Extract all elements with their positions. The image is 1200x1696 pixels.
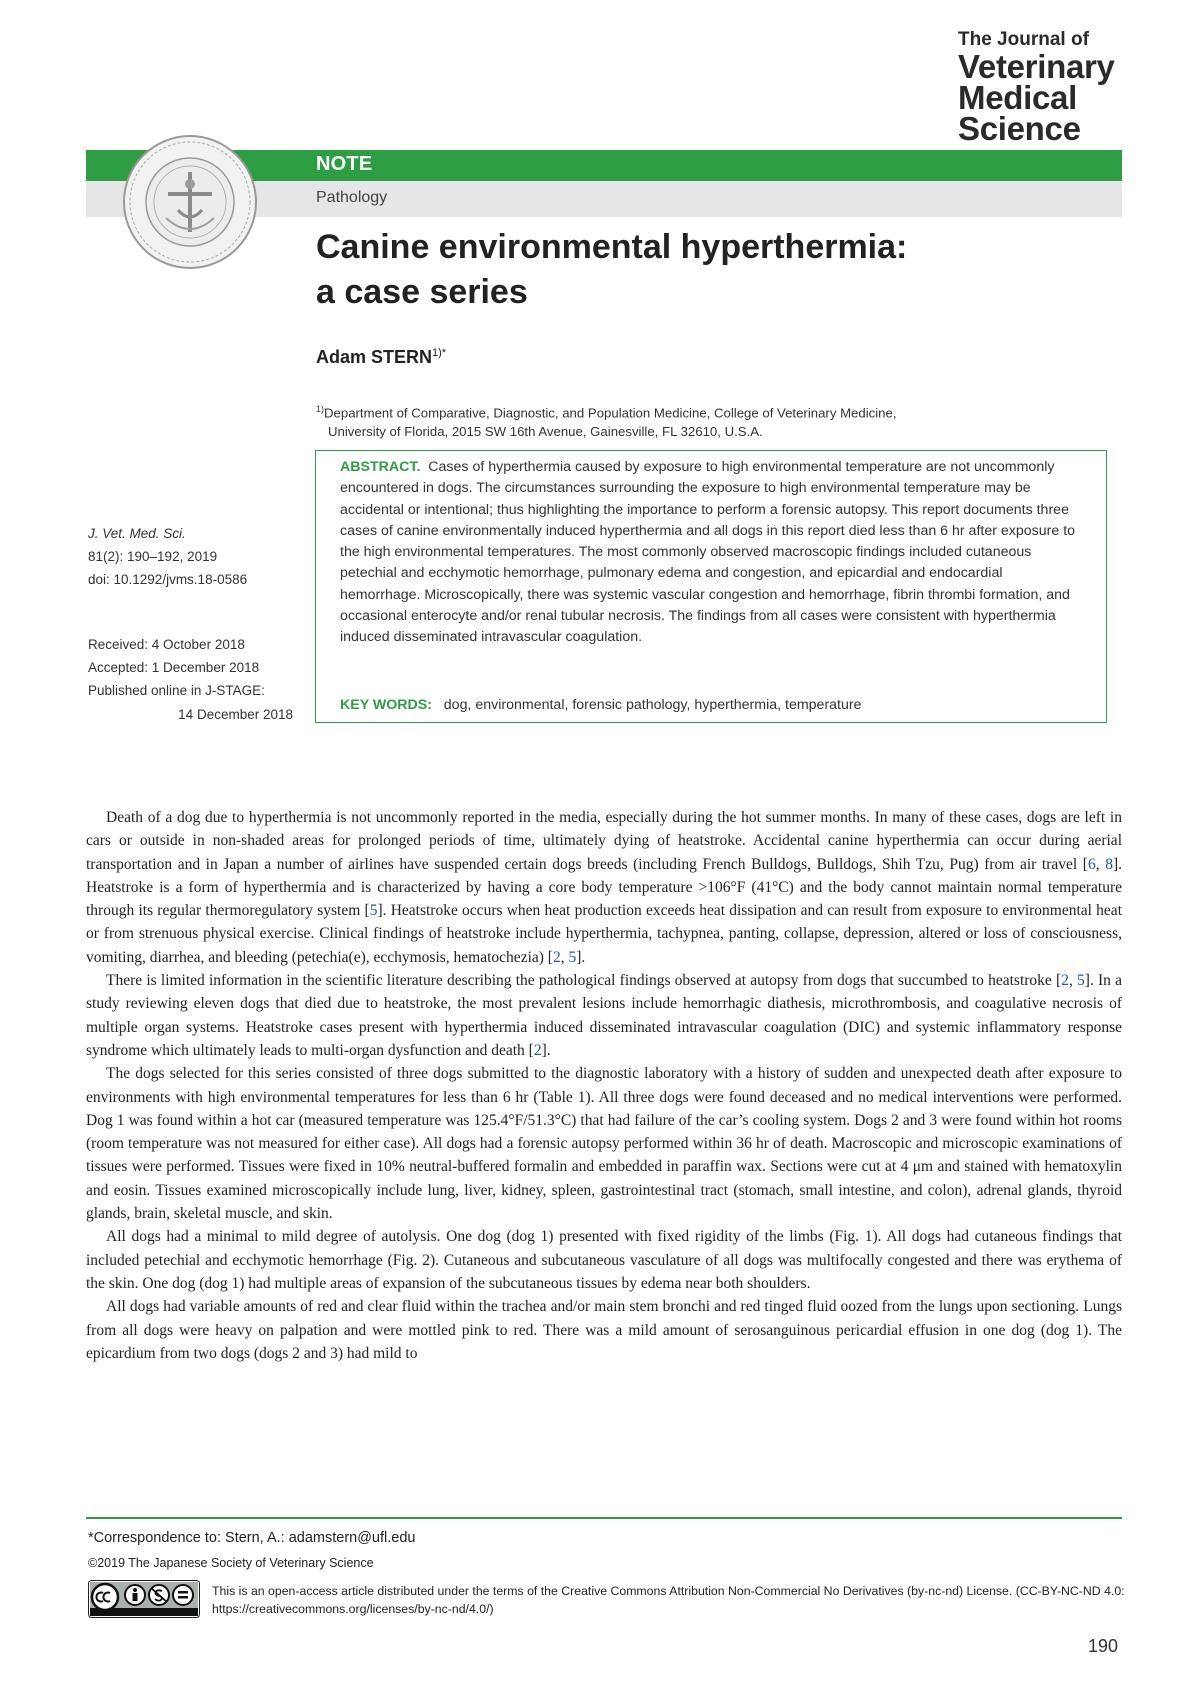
affiliation-superscript: 1) (316, 404, 325, 414)
body-paragraph-3: The dogs selected for this series consisted of three dogs submitted to the diagnostic laboratory with a history of sudden and unexpected death after exposure to environments with high environmental temperatures for less than 6 hr (Table 1). All three dogs were found deceased and no medical interventions were performed. Dog 1 was found within a hot car (measured temperature was 125.4°F/51.3°C) that had failure of the car’s cooling system. Dogs 2 and 3 were found within hot rooms (room temperature was not measured for either case). All dogs had a forensic autopsy performed within 36 hr of death. Macroscopic and microscopic examinations of tissues were performed. Tissues were fixed in 10% neutral-buffered formalin and embedded in paraffin wax. Sections were cut at 4 μm and stained with hematoxylin and eosin. Tissues examined microscopically include lung, liver, kidney, spleen, gastrointestinal tract (stomach, small intestine, and colon), adrenal glands, thyroid glands, brain, skeletal muscle, and skin. (86, 1065, 1122, 1223)
received-date: Received: 4 October 2018 (88, 637, 245, 652)
body-text-run: Death of a dog due to hyperthermia is not uncommonly reported in the media, especially during the hot summer months. In many of these cases, dogs are left in cars or outside in non-shaded areas for prolonged periods of time, ultimately dying of heatstroke. Accidental canine hyperthermia can occur during aerial transportation and in Japan a number of airlines have suspended certain dogs breeds (including French Bulldogs, Bulldogs, Shih Tzu, Pug) from air travel [ (86, 809, 1122, 873)
doi[interactable]: doi: 10.1292/jvms.18-0586 (88, 572, 248, 587)
body-paragraph-1: Death of a dog due to hyperthermia is not uncommonly reported in the media, especially during the hot summer months. In many of these cases, dogs are left in cars or outside in non-shaded areas for prolonged periods of time, ultimately dying of heatstroke. Accidental canine hyperthermia can occur during aerial transportation and in Japan a number of airlines have suspended certain dogs breeds (including French Bulldogs, Bulldogs, Shih Tzu, Pug) from air travel [6, 8]. Heatstroke is a form of hyperthermia and is characterized by having a core body temperature >106°F (41°C) and the body cannot maintain normal temperature through its regular thermoregulatory system [5]. Heatstroke occurs when heat production exceeds heat dissipation and can result from exposure to environmental heat or from strenuous physical exercise. Clinical findings of heatstroke include hyperthermia, tachypnea, panting, collapse, depression, altered or loss of consciousness, vomiting, diarrhea, and bleeding (petechia(e), ecchymosis, hematochezia) [2, 5]. (86, 809, 1122, 966)
reference-link[interactable]: 5 (1077, 972, 1085, 990)
affiliation (316, 400, 1076, 441)
abstract-paragraph (340, 457, 1076, 649)
reference-link[interactable]: 2 (552, 948, 561, 966)
author-name: Adam STERN (316, 347, 433, 367)
body-text-run: ]. (576, 948, 586, 966)
published-date: 14 December 2018 (178, 706, 293, 722)
keywords-label: KEY WORDS: (340, 697, 432, 713)
body-text-run: ]. In a study reviewing eleven dogs that died due to heatstroke, the most prevalent lesions include hemorrhagic diathesis, microthrombosis, and coagulative necrosis of multiple organ systems. Heatstroke cases present with hyperthermia induced disseminated intravascular coagulation (DIC) and systemic inflammatory response syndrome which ultimately leads to multi-organ dysfunction and death [ (86, 972, 1123, 1059)
journal-logo-line1: The Journal of (958, 29, 1089, 50)
body-paragraph-5: All dogs had variable amounts of red and clear fluid within the trachea and/or main stem bronchi and red tinged fluid oozed from the lungs upon sectioning. Lungs from all dogs were heavy on palpation and were mottled pink to red. There was a mild amount of serosanguinous pericardial effusion in one dog (dog 1). The epicardium from two dogs (dogs 2 and 3) had mild to (86, 1298, 1122, 1362)
article-title-line1: Canine environmental hyperthermia: (316, 228, 908, 266)
section-label: Pathology (316, 189, 388, 206)
body-text-run: ]. (541, 1041, 551, 1059)
journal-logo (958, 29, 1158, 147)
keywords-text: dog, environmental, forensic pathology, hyperthermia, temperature (443, 697, 862, 713)
citation-info (88, 522, 298, 591)
correspondence: *Correspondence to: Stern, A.: adamstern@ufl.edu (88, 1530, 416, 1546)
body-text-run: ]. Heatstroke occurs when heat production exceeds heat dissipation and can result from exposure to environmental heat or from strenuous physical exercise. Clinical findings of heatstroke include hyperthermia, tachypnea, panting, collapse, depression, altered or loss of consciousness, vomiting, diarrhea, and bleeding (petechia(e), ecchymosis, hematochezia) [ (86, 902, 1122, 966)
article-title-line2: a case series (316, 273, 528, 311)
reference-link[interactable]: 8 (1105, 855, 1113, 873)
author-superscript: 1)* (432, 347, 447, 359)
abstract-box (315, 450, 1107, 723)
license-text: This is an open-access article distributed under the terms of the Creative Commons Attribution Non-Commercial No Derivatives (by-nc-nd) License. (CC-BY-NC-ND 4.0: https://creativecommons.org/licenses/by-nc-nd/4.0/) (212, 1584, 1125, 1616)
publication-dates (88, 633, 298, 726)
reference-link[interactable]: 6 (1087, 855, 1096, 873)
affiliation-line1: Department of Comparative, Diagnostic, and Population Medicine, College of Veterinary Medicine, (324, 405, 897, 421)
copyright: ©2019 The Japanese Society of Veterinary Science (88, 1556, 374, 1570)
keywords (340, 697, 862, 713)
body-text-run: There is limited information in the scientific literature describing the pathological findings observed at autopsy from dogs that succumbed to heatstroke [ (106, 972, 1062, 990)
affiliation-line2: University of Florida, 2015 SW 16th Avenue, Gainesville, FL 32610, U.S.A. (328, 424, 763, 440)
journal-logo-line4: Science (958, 110, 1081, 147)
note-label: NOTE (316, 153, 373, 175)
volume-info: 81(2): 190–192, 2019 (88, 549, 218, 564)
society-seal-icon (120, 132, 260, 272)
reference-link[interactable]: 2 (1061, 972, 1069, 990)
body-text (86, 806, 1122, 1365)
reference-link[interactable]: 5 (369, 902, 378, 920)
journal-logo-line2: Veterinary (958, 48, 1115, 85)
body-paragraph-4: All dogs had a minimal to mild degree of autolysis. One dog (dog 1) presented with fixed rigidity of the limbs (Fig. 1). All dogs had cutaneous findings that included petechial and ecchymotic hemorrhage (Fig. 2). Cutaneous and subcutaneous vasculature of all dogs was multifocally congested and there was erythema of the skin. One dog (dog 1) had multiple areas of expansion of the subcutaneous tissues by edema near both shoulders. (86, 1228, 1122, 1292)
reference-link[interactable]: 5 (568, 948, 577, 966)
body-paragraph-2: There is limited information in the scientific literature describing the pathological findings observed at autopsy from dogs that succumbed to heatstroke [2, 5]. In a study reviewing eleven dogs that died due to heatstroke, the most prevalent lesions include hemorrhagic diathesis, microthrombosis, and coagulative necrosis of multiple organ systems. Heatstroke cases present with hyperthermia induced disseminated intravascular coagulation (DIC) and systemic inflammatory response syndrome which ultimately leads to multi-organ dysfunction and death [2]. (86, 972, 1123, 1059)
published-label: Published online in J-STAGE: (88, 683, 265, 699)
article-title (316, 225, 1076, 315)
body-text-run: ]. Heatstroke is a form of hyperthermia and is characterized by having a core body temperature >106°F (41°C) and the body cannot maintain normal temperature through its regular thermoregulatory system [ (86, 855, 1122, 920)
page-number: 190 (1088, 1636, 1119, 1656)
author (316, 347, 446, 368)
abstract-text: Cases of hyperthermia caused by exposure to high environmental temperature are not uncommonly encountered in dogs. The circumstances surrounding the exposure to high environmental temperature may be accidental or intentional; thus highlighting the importance to perform a forensic autopsy. This report documents three cases of canine environmentally induced hyperthermia and all dogs in this report died less than 6 hr after exposure to the high environmental temperatures. The most commonly observed macroscopic findings included cutaneous petechial and ecchymotic hemorrhage, pulmonary edema and congestion, and epicardial and endocardial hemorrhage. Microscopically, there was systemic vascular congestion and hemorrhage, fibrin thrombi formation, and occasional enterocyte and/or renal tubular necrosis. The findings from all cases were consistent with hyperthermia induced disseminated intravascular coagulation. (340, 459, 1076, 646)
journal-logo-line3: Medical (958, 79, 1077, 116)
journal-abbrev: J. Vet. Med. Sci. (88, 526, 186, 541)
reference-link[interactable]: 2 (533, 1041, 542, 1059)
cc-by-nc-nd-icon (88, 1580, 200, 1618)
footer-divider (86, 1517, 1122, 1519)
accepted-date: Accepted: 1 December 2018 (88, 660, 260, 676)
abstract-label: ABSTRACT. (340, 459, 421, 475)
